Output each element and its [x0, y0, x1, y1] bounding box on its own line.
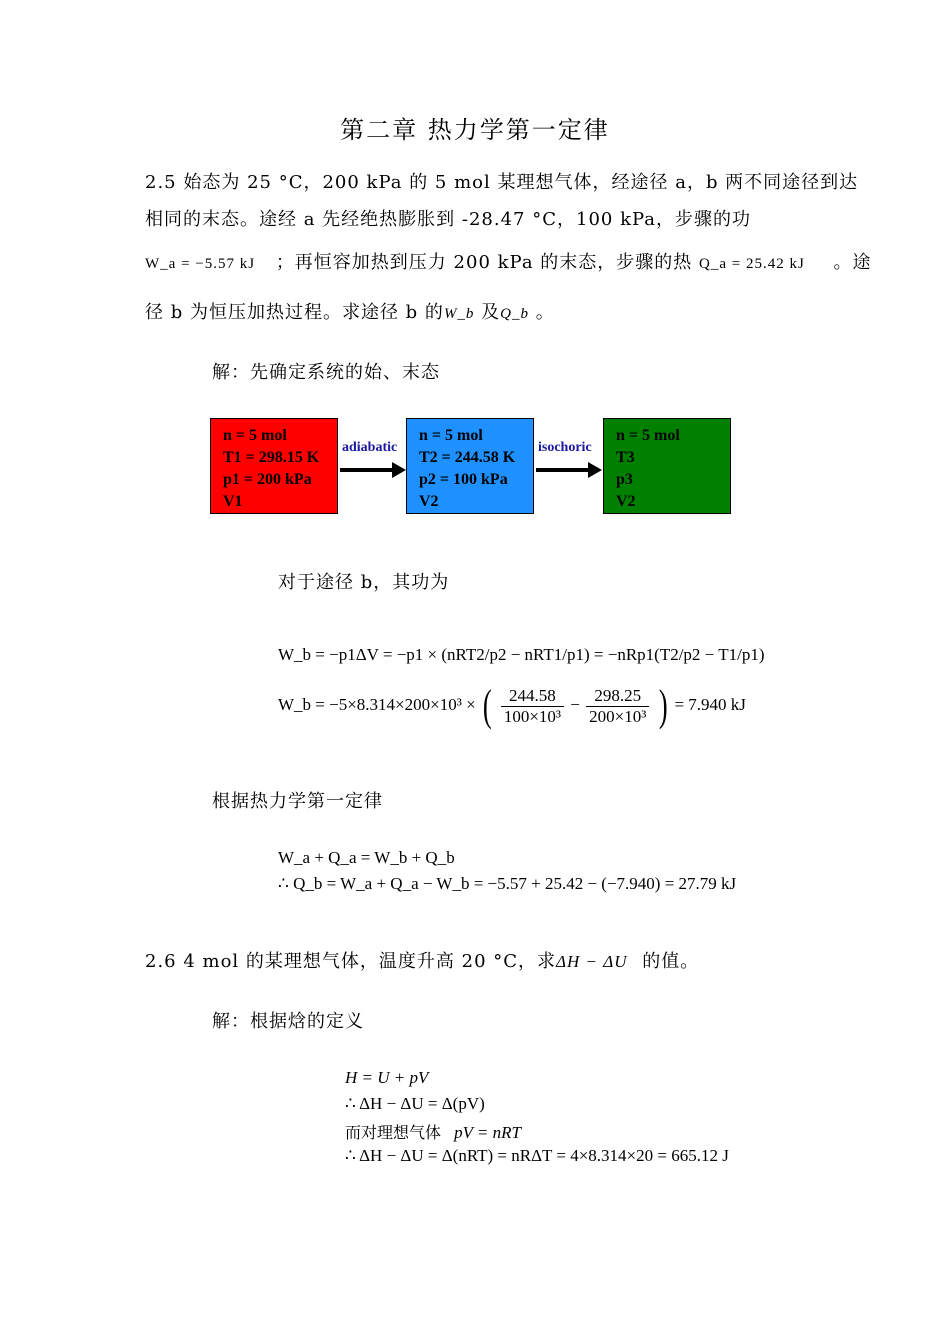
state-3-line: V2	[616, 493, 636, 510]
qa-value: Q_a = 25.42 kJ	[699, 256, 805, 272]
first-law-intro: 根据热力学第一定律	[212, 791, 383, 812]
line3-mid: ；再恒容加热到压力 200 kPa 的末态，步骤的热	[275, 252, 693, 273]
enthalpy-eq1: H = U + pV	[345, 1068, 429, 1087]
adiabatic-label: adiabatic	[342, 440, 398, 455]
eq2-prefix: W_b = −5×8.314×200×10³ ×	[278, 694, 476, 714]
state-1-box	[210, 418, 338, 514]
fraction: $\frac{244.58}{\text{100×10³}}$	[501, 686, 564, 727]
qb-symbol: Q_b	[500, 306, 530, 322]
first-law-eq1: W_a + Q_a = W_b + Q_b	[278, 848, 455, 867]
state-1-line: T1 = 298.15 K	[223, 449, 320, 466]
state-1-line: p1 = 200 kPa	[223, 471, 312, 488]
arrow-right-icon	[338, 458, 408, 482]
problem-2-6-text	[145, 947, 699, 973]
ideal-gas-law: pV = nRT	[454, 1123, 521, 1142]
isochoric-label: isochoric	[538, 440, 592, 455]
work-b-eq2: W_b = −5×8.314×200×10³ × ( $\frac{244.58}{\text{100×10³}}$ − $\frac{298.25}{\text{200×10³}}$ ) = 7.940 kJ	[278, 681, 746, 730]
problem-2-5-line4	[145, 298, 555, 324]
state-1-line: V1	[223, 493, 243, 510]
solution-intro-2-5: 解：先确定系统的始、末态	[212, 362, 440, 383]
state-2-line: n = 5 mol	[419, 427, 483, 444]
line3-end: 。途	[833, 252, 872, 273]
state-2-line: T2 = 244.58 K	[419, 449, 516, 466]
state-3-line: n = 5 mol	[616, 427, 680, 444]
state-2-box	[406, 418, 534, 514]
state-2-line: V2	[419, 493, 439, 510]
ideal-gas-text: 而对理想气体	[345, 1123, 442, 1142]
and-word: 及	[481, 302, 501, 323]
problem-2-5-line2: 相同的末态。途经 a 先经绝热膨胀到 -28.47 °C，100 kPa，步骤的功	[145, 209, 752, 230]
enthalpy-eq2: ∴ ΔH − ΔU = Δ(pV)	[345, 1094, 485, 1113]
eq2-result: = 7.940 kJ	[674, 694, 746, 714]
state-3-line: T3	[616, 449, 635, 466]
problem-2-5-line1: 2.5 始态为 25 °C，200 kPa 的 5 mol 某理想气体，经途径 a，b 两不同途径到达	[145, 172, 859, 193]
fraction: $\frac{298.25}{\text{200×10³}}$	[586, 686, 649, 727]
enthalpy-eq4: ∴ ΔH − ΔU = Δ(nRT) = nRΔT = 4×8.314×20 = 665.12 J	[345, 1146, 729, 1165]
problem-2-6-start: 2.6 4 mol 的某理想气体，温度升高 20 °C，求	[145, 951, 557, 972]
solution-intro-2-6: 解：根据焓的定义	[212, 1011, 364, 1032]
enthalpy-eq3	[345, 1120, 521, 1143]
line4-start: 径 b 为恒压加热过程。求途径 b 的	[145, 302, 444, 323]
page-title: 第二章 热力学第一定律	[340, 116, 610, 144]
work-b-intro: 对于途径 b，其功为	[278, 572, 450, 593]
state-3-box	[603, 418, 731, 514]
first-law-eq2: ∴ Q_b = W_a + Q_a − W_b = −5.57 + 25.42 − (−7.940) = 27.79 kJ	[278, 874, 737, 893]
arrow-right-icon	[534, 458, 604, 482]
state-2-line: p2 = 100 kPa	[419, 471, 508, 488]
wb-symbol: W_b	[443, 306, 475, 322]
problem-2-5-line3	[145, 248, 872, 274]
state-1-line: n = 5 mol	[223, 427, 287, 444]
state-3-line: p3	[616, 471, 633, 488]
problem-2-6-end: 的值。	[642, 951, 700, 972]
work-b-eq1: W_b = −p1ΔV = −p1 × (nRT2/p2 − nRT1/p1) = −nRp1(T2/p2 − T1/p1)	[278, 645, 765, 664]
delta-h-minus-delta-u: ΔH − ΔU	[556, 952, 628, 971]
wa-value: W_a = −5.57 kJ	[145, 256, 256, 272]
line4-end: 。	[535, 302, 555, 323]
